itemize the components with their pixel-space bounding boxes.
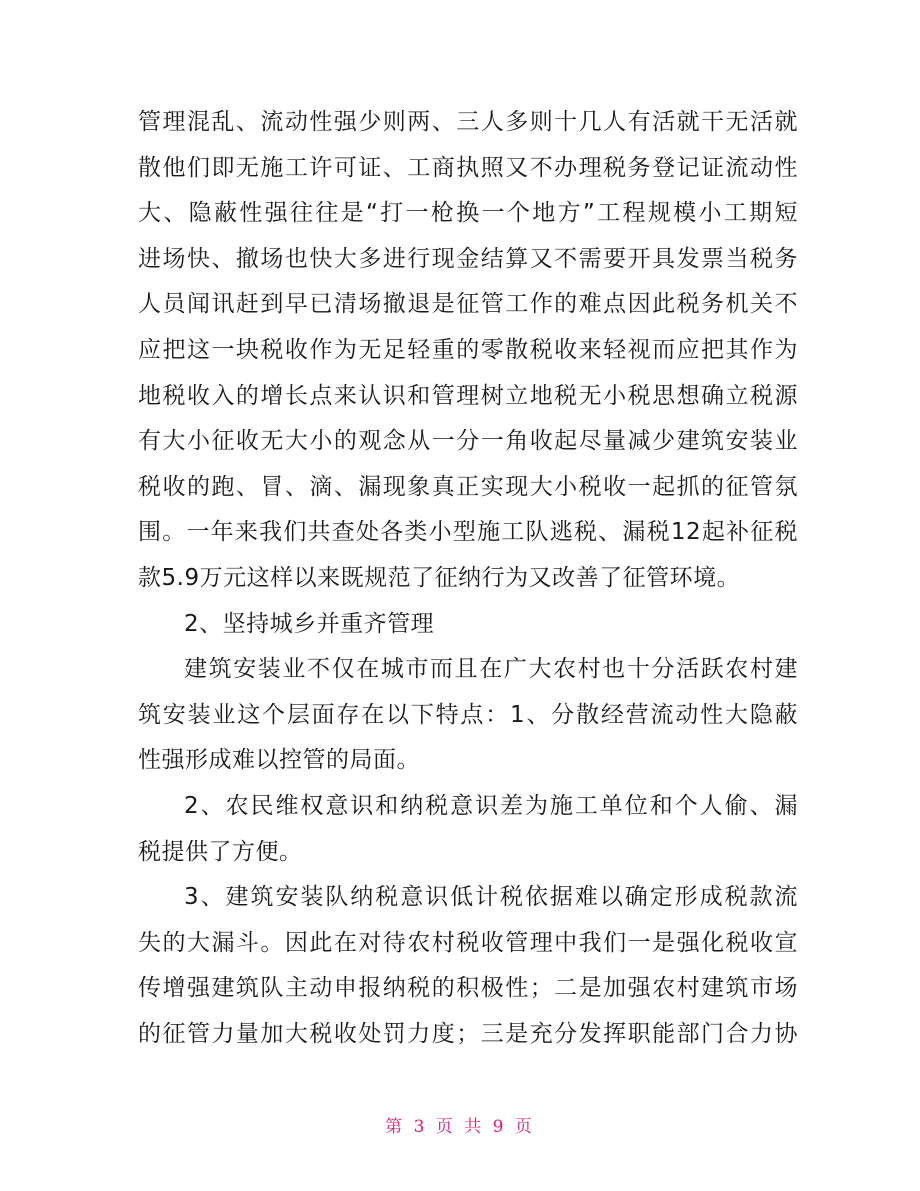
text-line: 围。一年来我们共查处各类小型施工队逃税、漏税12起补征税 bbox=[138, 519, 798, 546]
text-line: 管理混乱、流动性强少则两、三人多则十几人有活就干无活就 bbox=[138, 109, 798, 135]
text-line: 2、农民维权意识和纳税意识差为施工单位和个人偷、漏 bbox=[184, 792, 798, 819]
text-line: 传增强建筑队主动申报纳税的积极性；二是加强农村建筑市场 bbox=[138, 975, 798, 1002]
text-line: 的征管力量加大税收处罚力度；三是充分发挥职能部门合力协 bbox=[138, 1020, 798, 1047]
text-line: 失的大漏斗。因此在对待农村税收管理中我们一是强化税收宣 bbox=[138, 929, 798, 956]
text-line: 人员闻讯赶到早已清场撤退是征管工作的难点因此税务机关不 bbox=[138, 291, 798, 318]
text-line: 3、建筑安装队纳税意识低计税依据难以确定形成税款流 bbox=[184, 884, 798, 911]
text-line: 散他们即无施工许可证、工商执照又不办理税务登记证流动性 bbox=[138, 154, 798, 181]
text-line: 应把这一块税收作为无足轻重的零散税收来轻视而应把其作为 bbox=[138, 336, 798, 363]
text-line: 性强形成难以控管的局面。 bbox=[138, 747, 420, 774]
text-line: 筑安装业这个层面存在以下特点：1、分散经营流动性大隐蔽 bbox=[138, 701, 798, 728]
text-line: 款5.9万元这样以来既规范了征纳行为又改善了征管环境。 bbox=[138, 564, 741, 591]
page-number-footer: 第 3 页 共 9 页 bbox=[385, 1117, 535, 1137]
text-line: 建筑安装业不仅在城市而且在广大农村也十分活跃农村建 bbox=[184, 656, 798, 683]
text-line: 进场快、撤场也快大多进行现金结算又不需要开具发票当税务 bbox=[138, 245, 798, 272]
text-line: 地税收入的增长点来认识和管理树立地税无小税思想确立税源 bbox=[138, 382, 798, 409]
text-line: 税提供了方便。 bbox=[138, 838, 303, 865]
text-line: 税收的跑、冒、滴、漏现象真正实现大小税收一起抓的征管氛 bbox=[138, 473, 798, 500]
body-text bbox=[138, 100, 798, 1057]
section-heading: 2、坚持城乡并重齐管理 bbox=[184, 610, 435, 637]
text-line: 大、隐蔽性强往往是“打一枪换一个地方”工程规模小工期短 bbox=[138, 200, 798, 227]
text-line: 有大小征收无大小的观念从一分一角收起尽量减少建筑安装业 bbox=[138, 428, 798, 455]
